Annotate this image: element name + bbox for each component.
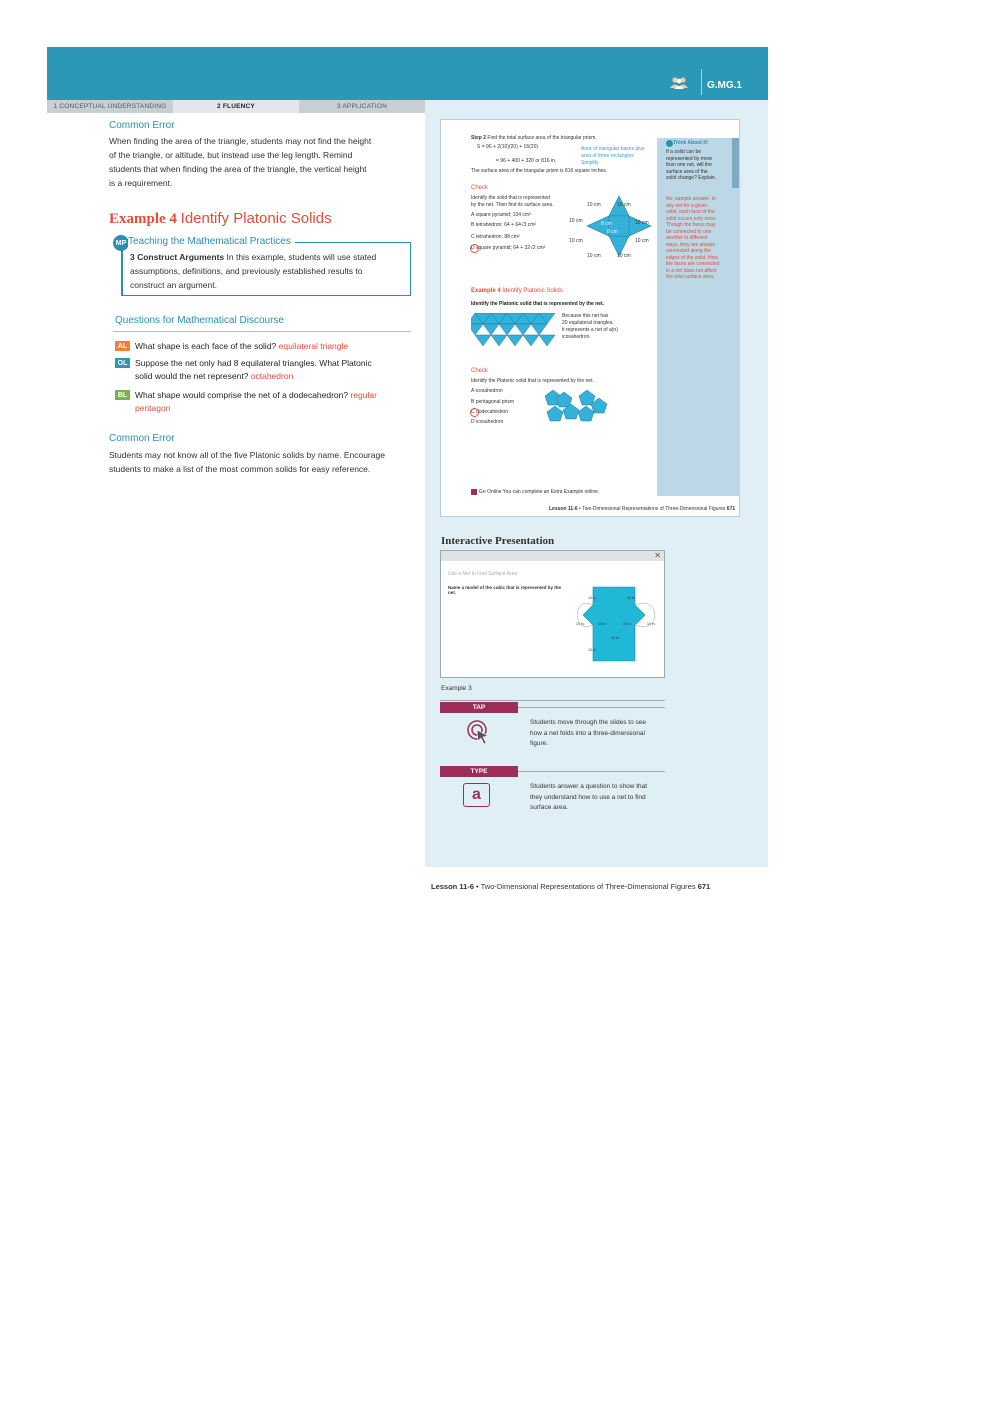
tab-conceptual-understanding[interactable]: 1 CONCEPTUAL UNDERSTANDING <box>53 103 167 110</box>
level-badge-ol: OL <box>115 358 130 368</box>
interactive-slide: ✕ Use a Net to Find Surface Area Name a model of the cubic that is represented by the net. 10 in. 10 in. 10 in. 10 in. 10 in. 10 in. 10 in. 10 in. <box>440 550 665 678</box>
discourse-heading: Questions for Mathematical Discourse <box>115 315 284 326</box>
student-page-thumbnail: Step 2 Find the total surface area of the triangular prism. S = 96 + 2(10)(20) + 16(20) Area of triangular bases plus area of three rectangles = 96 + 400 + 320 or 816 in. Simplify. The surface area of the triangular prism is 816 square inches. Check Identify the solid that is represented by the net. Then find its surface area. A square pyramid; 104 cm² B tetrahedron; 64 + 64√3 cm² C tetrahedron; 88 cm² D square pyramid; 64 + 32√2 cm² 10 cm 10 cm 10 cm 10 cm 10 cm 10 cm 10 cm 10 cm 8 cm 8 cm Think About It! If a solid can be represented by more than one net, will the surface area of the solid change? Explain. No; sample answer: In any net for a given solid, each face of the solid occurs only once. Though the faces may be connected to one another in different ways, they are always connected along the edges of the solid. How the faces are connected in a net does not affect the total surface area. Example 4 Identify Platonic Solids Identify the Platonic solid that is represented by the net. Because this net has 20 equilateral triangles, it represents a net of a(n) icosahedron. Check Identify the Platonic solid that is represented by the net. A icosahedron B pentagonal prism C dodecahedron D icosahedron Go Online You can complete an Extra Example online. Lesson 11-6 • Two-Dimensional Representations of Three-Dimensional Figures 671 <box>440 119 740 517</box>
common-error-heading-2: Common Error <box>109 433 175 444</box>
icosahedron-net-figure <box>471 313 559 357</box>
tab-fluency[interactable]: 2 FLUENCY <box>173 100 299 113</box>
common-error-text-1: When finding the area of the triangle, students may not find the height of the triangle, or altitude, but instead use the leg length. Remind students that when finding the area of the triangle, the vertical height is a requirement. <box>109 136 372 188</box>
lesson-tabs <box>47 100 425 113</box>
slide-titlebar <box>441 551 664 561</box>
selected-answer-circle <box>470 244 479 253</box>
mp-icon: MP <box>113 235 129 251</box>
discourse-rule <box>113 331 411 332</box>
selected-answer-circle-2 <box>470 408 479 417</box>
math-practices-text: 3 Construct Arguments In this example, students will use stated assumptions, definitions, and previously established results to construct an argument. <box>130 252 377 290</box>
tap-description: Students move through the slides to see how a net folds into a three-dimensional figure. <box>530 719 646 747</box>
go-online-icon <box>471 489 477 495</box>
common-error-heading-1: Common Error <box>109 120 175 131</box>
example-heading: Example 4 Identify Platonic Solids <box>109 210 332 227</box>
tab-application[interactable]: 3 APPLICATION <box>336 103 388 110</box>
header-divider <box>701 69 702 95</box>
level-badge-al: AL <box>115 341 130 351</box>
type-description: Students answer a question to show that they understand how to use a net to find surface area. <box>530 783 648 811</box>
discourse-question-al: AL What shape is each face of the solid? equilateral triangle <box>115 340 410 353</box>
discourse-question-ol: OL Suppose the net only had 8 equilateral triangles. What Platonic solid would the net represent? octahedron <box>115 357 410 383</box>
tap-rule <box>518 707 665 708</box>
caption-rule <box>440 700 665 701</box>
think-about-it-icon <box>666 140 673 147</box>
type-label: TYPE <box>440 766 518 777</box>
math-practices-heading: Teaching the Mathematical Practices <box>128 236 295 247</box>
type-rule <box>518 771 665 772</box>
close-icon[interactable]: ✕ <box>654 551 661 560</box>
page-footer: Lesson 11-6 • Two-Dimensional Representations of Three-Dimensional Figures 671 <box>431 882 711 891</box>
type-text-icon: a <box>463 783 490 807</box>
level-badge-bl: BL <box>115 390 130 400</box>
top-banner <box>47 47 768 100</box>
collaboration-people-icon <box>670 76 688 94</box>
dodecahedron-net-figure <box>541 386 613 426</box>
think-about-it-sidebar <box>657 138 740 496</box>
standard-code: G.MG.1 <box>706 80 742 91</box>
discourse-question-bl: BL What shape would comprise the net of a dodecahedron? regular pentagon <box>115 389 410 415</box>
scroll-thumb[interactable] <box>732 138 739 188</box>
interactive-presentation-heading: Interactive Presentation <box>441 535 555 547</box>
slide-caption: Example 3 <box>441 685 472 692</box>
tap-cursor-icon <box>466 719 492 750</box>
tap-label: TAP <box>440 702 518 713</box>
common-error-text-2: Students may not know all of the five Platonic solids by name. Encourage students to make a list of the most common solids for easy reference. <box>109 450 385 474</box>
